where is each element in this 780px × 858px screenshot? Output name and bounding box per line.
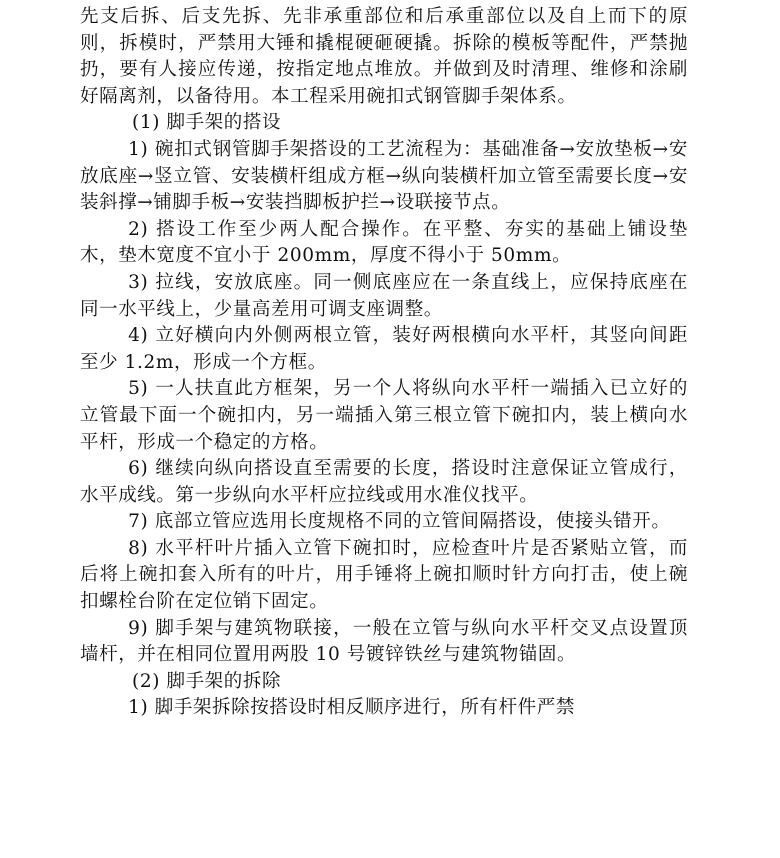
erection-step-4: 4) 立好横向内外侧两根立管，装好两根横向水平杆，其竖向间距至少 1.2m，形成一个方框。: [80, 325, 688, 373]
erection-step-9: 9) 脚手架与建筑物联接，一般在立管与纵向水平杆交叉点设置顶墙杆，并在相同位置用两股 10 号镀锌铁丝与建筑物锚固。: [80, 617, 688, 666]
erection-step-3: 3) 拉线，安放底座。同一侧底座应在一条直线上，应保持底座在同一水平线上，少量高差用可调支座调整。: [80, 271, 688, 320]
section-heading-scaffold-removal: (2) 脚手架的拆除: [132, 670, 282, 692]
intro-paragraph: 先支后拆、后支先拆、先非承重部位和后承重部位以及自上而下的原则，拆模时，严禁用大锤和撬棍硬砸硬撬。拆除的模板等配件，严禁抛扔，要有人接应传递，按指定地点堆放。并做到及时清理、维修和涂刷好隔离剂，以备待用。本工程采用碗扣式钢管脚手架体系。: [80, 6, 688, 107]
erection-step-1: 1) 碗扣式钢管脚手架搭设的工艺流程为：基础准备→安放垫板→安放底座→竖立管、安装横杆组成方框→纵向装横杆加立管至需要长度→安装斜撑→铺脚手板→安装挡脚板护拦→设联接节点。: [80, 138, 688, 214]
removal-step-1: 1) 脚手架拆除按搭设时相反顺序进行，所有杆件严禁: [128, 697, 575, 719]
erection-step-6: 6) 继续向纵向搭设直至需要的长度，搭设时注意保证立管成行，水平成线。第一步纵向水平杆应拉线或用水准仪找平。: [80, 458, 688, 506]
erection-step-8: 8) 水平杆叶片插入立管下碗扣时，应检查叶片是否紧贴立管，而后将上碗扣套入所有的叶片，用手锤将上碗扣顺时针方向打击，使上碗扣螺栓台阶在定位销下固定。: [80, 537, 688, 613]
erection-step-2: 2) 搭设工作至少两人配合操作。在平整、夯实的基础上铺设垫木，垫木宽度不宜小于 200mm，厚度不得小于 50mm。: [80, 218, 688, 267]
section-heading-scaffold-erection: (1) 脚手架的搭设: [132, 112, 282, 134]
document-page: [80, 4, 688, 722]
erection-step-7: 7) 底部立管应选用长度规格不同的立管间隔搭设，使接头错开。: [128, 511, 671, 533]
erection-step-5: 5) 一人扶直此方框架，另一个人将纵向水平杆一端插入已立好的立管最下面一个碗扣内，另一端插入第三根立管下碗扣内，装上横向水平杆，形成一个稳定的方格。: [80, 378, 688, 453]
